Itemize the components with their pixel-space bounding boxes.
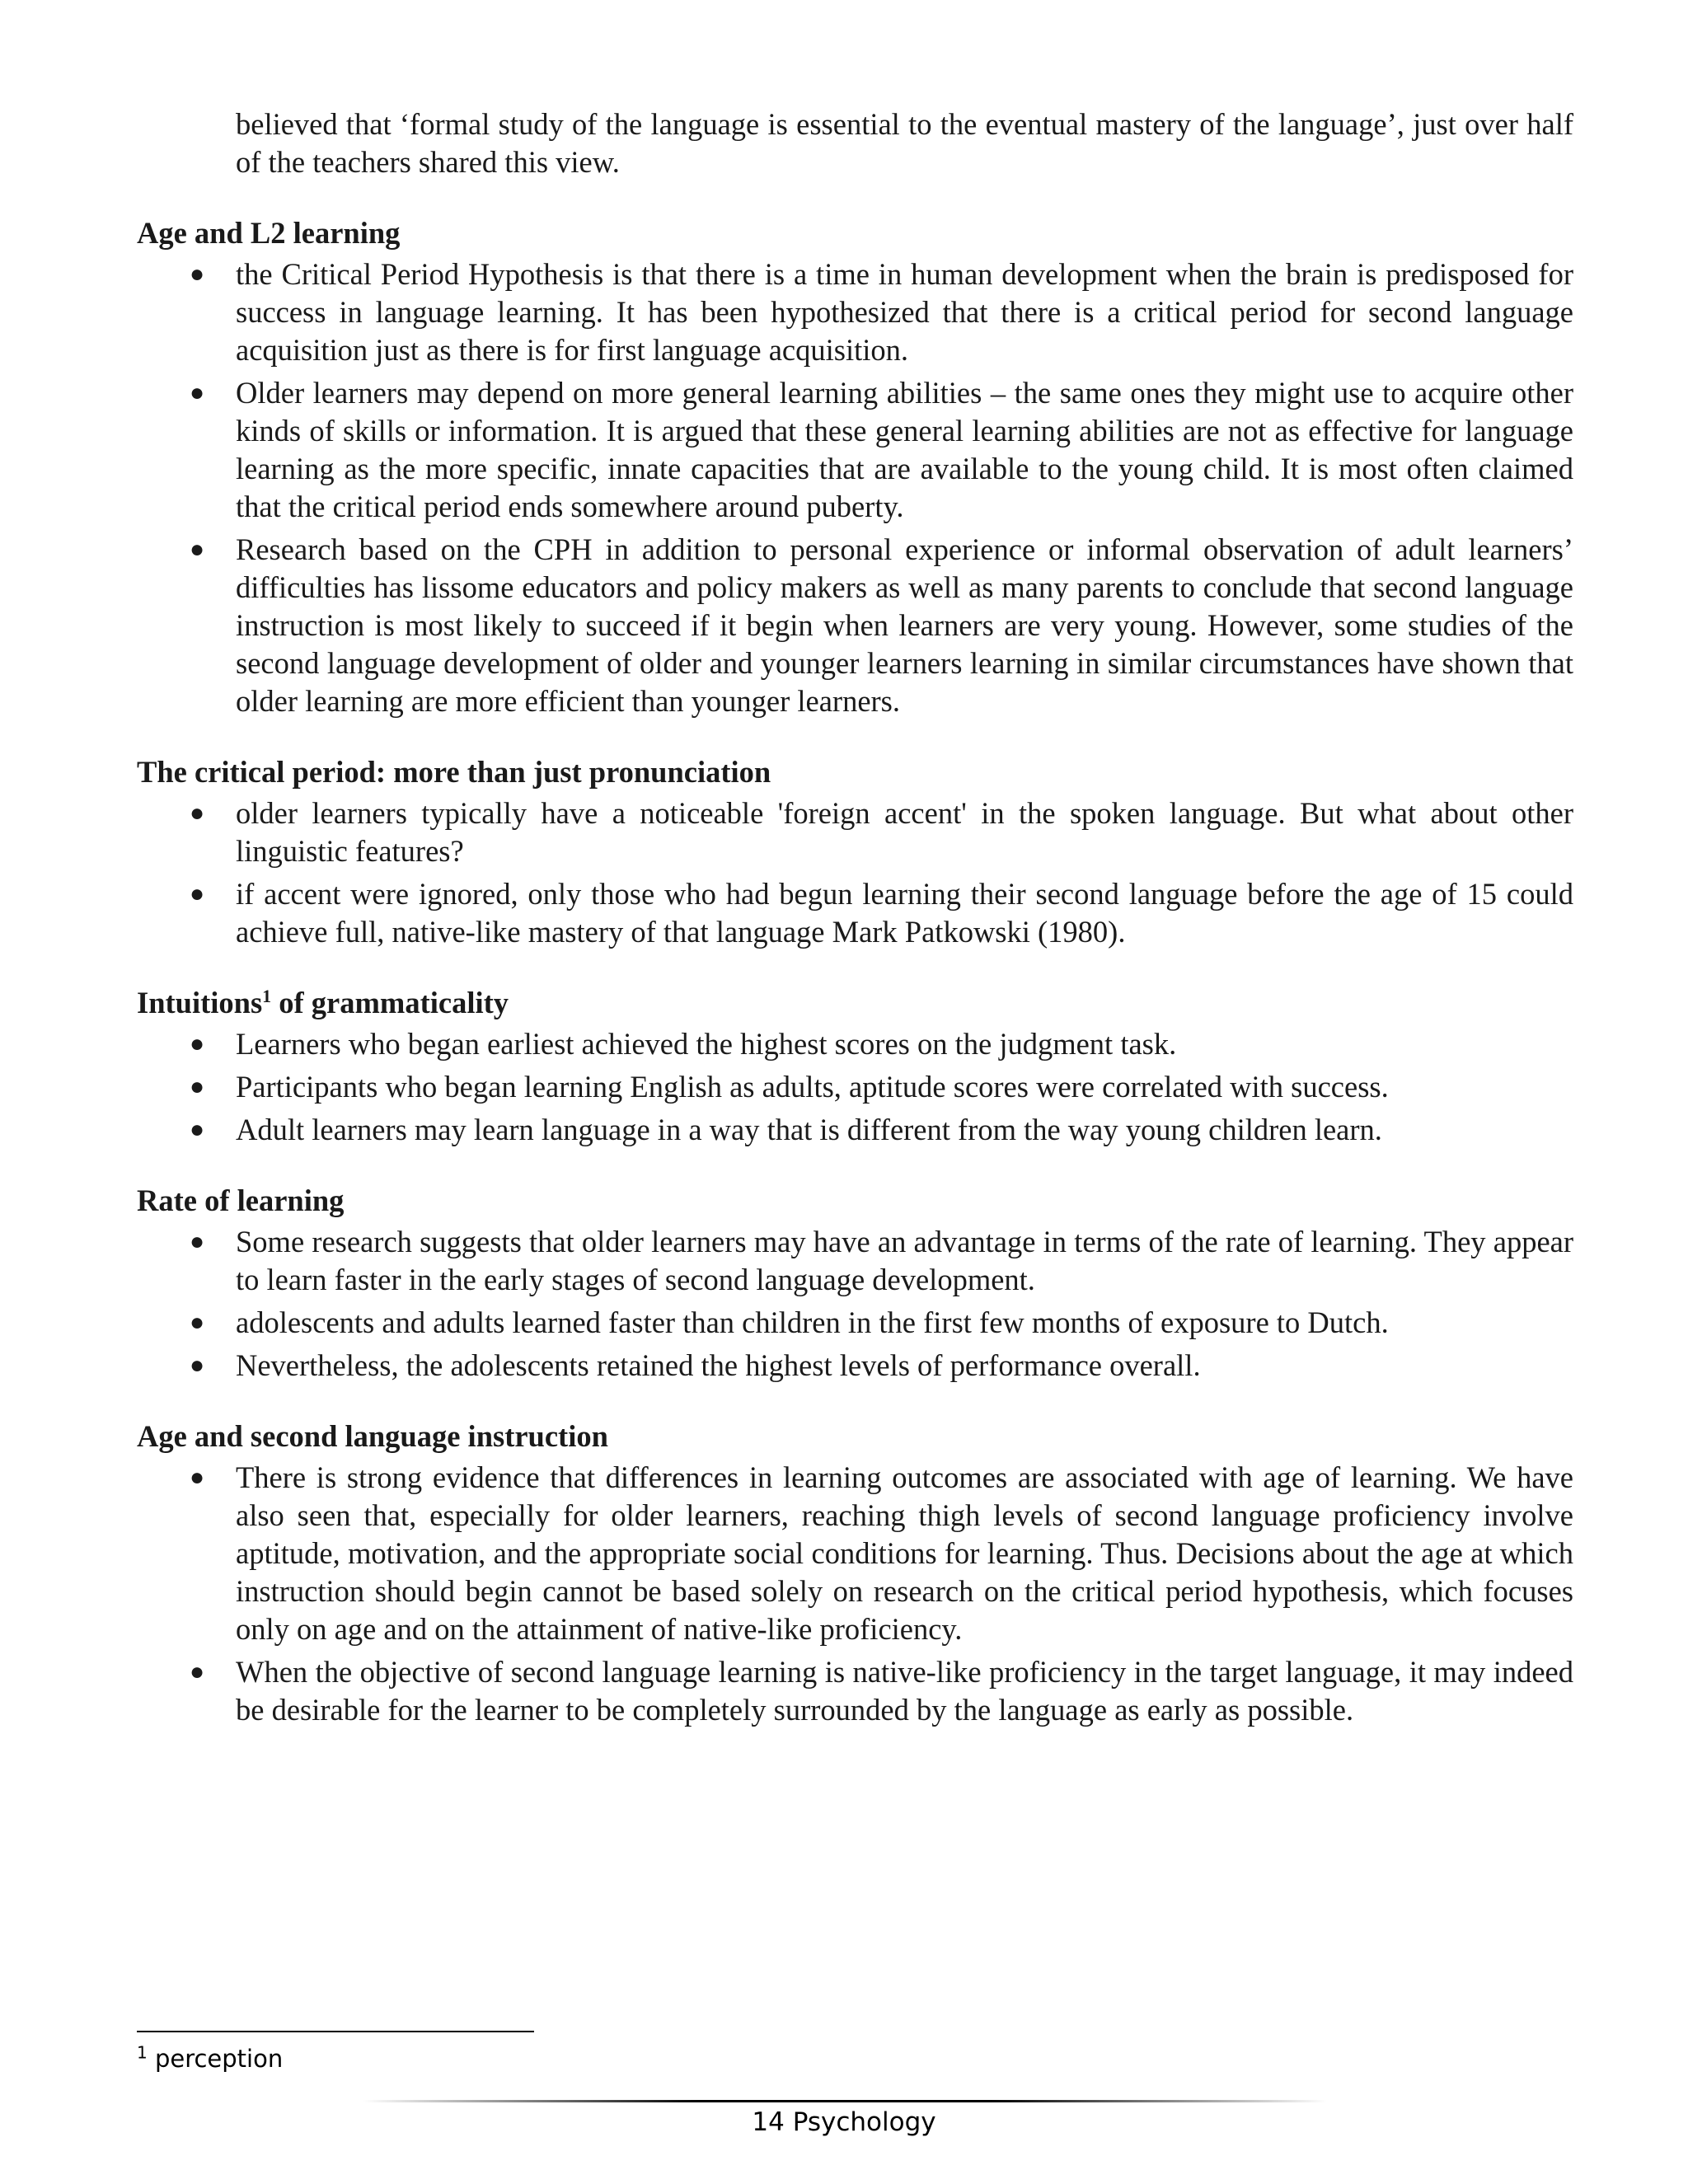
section-age-and-instruction bbox=[137, 1418, 1573, 1729]
list-item-text: Adult learners may learn language in a way that is different from the way young children learn. bbox=[236, 1113, 1382, 1146]
footnote-ref[interactable]: 1 bbox=[262, 985, 272, 1006]
section-rate-of-learning bbox=[137, 1182, 1573, 1385]
list-item bbox=[137, 1111, 1573, 1149]
bullet-icon: ● bbox=[190, 1464, 205, 1491]
bullet-icon: ● bbox=[190, 379, 205, 406]
bullet-list bbox=[137, 255, 1573, 720]
bullet-list bbox=[137, 1459, 1573, 1729]
bullet-icon: ● bbox=[190, 1116, 205, 1143]
list-item bbox=[137, 794, 1573, 870]
footnote bbox=[137, 2044, 283, 2074]
list-item bbox=[137, 1459, 1573, 1648]
section-heading-text-rest: of grammaticality bbox=[271, 986, 509, 1019]
list-item bbox=[137, 1025, 1573, 1063]
section-intuitions-of-grammaticality bbox=[137, 984, 1573, 1149]
bullet-list bbox=[137, 1223, 1573, 1385]
list-item-text: if accent were ignored, only those who had begun learning their second language before the age of 15 could achieve full, native-like mastery of that language Mark Patkowski (1980). bbox=[236, 877, 1573, 949]
bullet-icon: ● bbox=[190, 799, 205, 827]
bullet-list bbox=[137, 794, 1573, 951]
bullet-icon: ● bbox=[190, 1309, 205, 1336]
list-item-text: Participants who began learning English as adults, aptitude scores were correlated with success. bbox=[236, 1070, 1389, 1104]
list-item-text: Nevertheless, the adolescents retained the highest levels of performance overall. bbox=[236, 1348, 1201, 1382]
page-footer: 14 Psychology bbox=[752, 2107, 936, 2137]
section-age-and-l2-learning bbox=[137, 214, 1573, 720]
list-item-text: Research based on the CPH in addition to personal experience or informal observation of adult learners’ difficulties has lissome educators and policy makers as well as many parents to conclude that second language instruction is most likely to succeed if it begin when learners are very young. However, some studies of the second language development of older and younger learners learning in similar circumstances have shown that older learning are more efficient than younger learners. bbox=[236, 532, 1573, 718]
bullet-icon: ● bbox=[190, 880, 205, 907]
footnote-number: 1 bbox=[137, 2042, 148, 2063]
list-item bbox=[137, 1068, 1573, 1106]
bullet-icon: ● bbox=[190, 1658, 205, 1685]
bullet-icon: ● bbox=[190, 260, 205, 288]
list-item-text: adolescents and adults learned faster than children in the first few months of exposure to Dutch. bbox=[236, 1305, 1389, 1339]
bullet-icon: ● bbox=[190, 1228, 205, 1255]
list-item bbox=[137, 255, 1573, 369]
list-item-text: Learners who began earliest achieved the highest scores on the judgment task. bbox=[236, 1027, 1177, 1061]
list-item-text: older learners typically have a noticeable 'foreign accent' in the spoken language. But what about other linguistic features? bbox=[236, 796, 1573, 868]
section-heading: The critical period: more than just pronunciation bbox=[137, 755, 771, 789]
bullet-icon: ● bbox=[190, 536, 205, 563]
intro-paragraph: believed that ‘formal study of the language is essential to the eventual mastery of the language’, just over half of the teachers shared this view. bbox=[236, 107, 1573, 179]
section-heading: Age and L2 learning bbox=[137, 216, 401, 250]
list-item bbox=[137, 1223, 1573, 1299]
footnote-text: perception bbox=[147, 2045, 284, 2073]
bullet-icon: ● bbox=[190, 1030, 205, 1057]
list-item bbox=[137, 374, 1573, 526]
list-item bbox=[137, 1347, 1573, 1385]
section-heading bbox=[137, 984, 1573, 1022]
list-item-text: There is strong evidence that differences in learning outcomes are associated with age of learning. We have also seen that, especially for older learners, reaching thigh levels of second language proficiency involve aptitude, motivation, and the appropriate social conditions for learning. Thus. Decisions about the age at which instruction should begin cannot be based solely on research on the critical period hypothesis, which focuses only on age and on the attainment of native-like proficiency. bbox=[236, 1460, 1573, 1646]
list-item-text: Older learners may depend on more general learning abilities – the same ones they might use to acquire other kinds of skills or information. It is argued that these general learning abilities are not as effective for language learning as the more specific, innate capacities that are available to the young child. It is most often claimed that the critical period ends somewhere around puberty. bbox=[236, 376, 1573, 523]
bullet-icon: ● bbox=[190, 1352, 205, 1379]
footnote-divider bbox=[137, 2031, 534, 2032]
list-item-text: When the objective of second language learning is native-like proficiency in the target language, it may indeed be desirable for the learner to be completely surrounded by the language as early as possible. bbox=[236, 1655, 1573, 1727]
list-item-text: Some research suggests that older learners may have an advantage in terms of the rate of learning. They appear to learn faster in the early stages of second language development. bbox=[236, 1225, 1573, 1296]
list-item bbox=[137, 531, 1573, 720]
bullet-icon: ● bbox=[190, 1073, 205, 1100]
list-item bbox=[137, 875, 1573, 951]
section-heading: Rate of learning bbox=[137, 1183, 345, 1217]
list-item bbox=[137, 1653, 1573, 1729]
section-critical-period bbox=[137, 753, 1573, 951]
bullet-list bbox=[137, 1025, 1573, 1149]
list-item bbox=[137, 1304, 1573, 1342]
section-heading-text: Intuitions bbox=[137, 986, 263, 1019]
document-body bbox=[137, 105, 1573, 1734]
footer-divider bbox=[363, 2100, 1327, 2102]
section-heading: Age and second language instruction bbox=[137, 1419, 608, 1453]
list-item-text: the Critical Period Hypothesis is that there is a time in human development when the brain is predisposed for success in language learning. It has been hypothesized that there is a critical period for second language acquisition just as there is for first language acquisition. bbox=[236, 257, 1573, 367]
